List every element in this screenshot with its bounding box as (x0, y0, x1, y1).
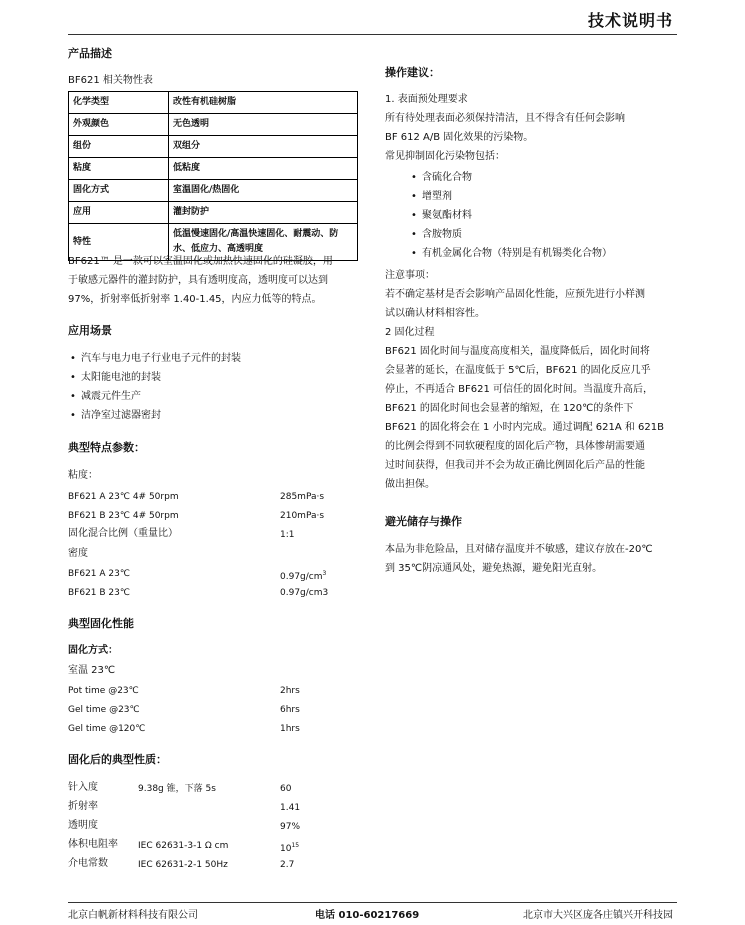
product-description (68, 252, 368, 309)
list-item: • 汽车与电力电子行业电子元件的封装 (70, 349, 241, 368)
dens-a-value (280, 567, 326, 584)
text-line: 停止，不再适合 BF621 可信任的固化时间。当温度升高后， (385, 384, 654, 395)
table-key: 应用 (69, 202, 169, 224)
typical-params-heading: 典型特点参数： (68, 441, 145, 454)
footer-divider (68, 902, 677, 903)
volume-resistivity-condition: IEC 62631-3-1 Ω cm (138, 841, 229, 851)
table-row (69, 202, 358, 224)
dielectric-constant-value: 2.7 (280, 860, 295, 870)
text-line: 过时间获得，但我司并不会为故正确比例固化后产品的性能 (385, 460, 645, 471)
curing-performance-heading: 典型固化性能 (68, 617, 134, 630)
list-item: • 含硫化合物 (411, 168, 612, 187)
table-row (69, 136, 358, 158)
visc-b-value: 210mPa·s (280, 511, 325, 521)
table-key: 化学类型 (69, 92, 169, 114)
table-value: 双组分 (169, 136, 358, 158)
text-line: BF621 固化时间与温度高度相关，温度降低后，固化时间将 (385, 346, 650, 357)
table-value: 室温固化/热固化 (169, 180, 358, 202)
pot-time-label: Pot time @23℃ (68, 686, 139, 696)
list-item: • 太阳能电池的封装 (70, 368, 241, 387)
gel-time-120-label: Gel time @120℃ (68, 724, 146, 734)
dens-a-number: 0.97g/cm (280, 572, 323, 582)
density-label: 密度 (68, 548, 88, 559)
footer-phone: 电话 010-60217669 (315, 910, 420, 921)
dielectric-constant-condition: IEC 62631-2-1 50Hz (138, 860, 228, 870)
dens-a-label: BF621 A 23℃ (68, 569, 130, 579)
gel-time-120-value: 1hrs (280, 724, 300, 734)
text-line: 若不确定基材是否会影响产品固化性能，应预先进行小样测 (385, 289, 645, 300)
volume-resistivity-label: 体积电阻率 (68, 839, 118, 850)
storage-heading: 避光储存与操作 (385, 515, 462, 528)
list-item: • 洁净室过滤器密封 (70, 406, 241, 425)
penetration-value: 60 (280, 784, 292, 794)
table-row (69, 114, 358, 136)
text-line: 注意事项： (385, 270, 435, 281)
document-title: 技术说明书 (587, 11, 673, 30)
text-line: 到 35℃阴凉通风处，避免热源，避免阳光直射。 (385, 563, 603, 574)
refractive-index-label: 折射率 (68, 801, 98, 812)
gel-time-23-label: Gel time @23℃ (68, 705, 140, 715)
mix-ratio-label: 固化混合比例（重量比） (68, 528, 178, 539)
room-temp-label: 室温 23℃ (68, 665, 116, 676)
visc-b-label: BF621 B 23℃ 4# 50rpm (68, 511, 179, 521)
dens-b-value: 0.97g/cm3 (280, 588, 329, 598)
table-value: 低粘度 (169, 158, 358, 180)
refractive-index-value: 1.41 (280, 803, 301, 813)
text-line: 常见抑制固化污染物包括： (385, 151, 505, 162)
text-line: 会显著的延长，在温度低于 5℃后，BF621 的固化反应几乎 (385, 365, 651, 376)
list-item: • 减震元件生产 (70, 387, 241, 406)
table-value: 低温慢速固化/高温快速固化、耐震动、防水、低应力、高透明度 (169, 224, 358, 261)
product-description-heading: 产品描述 (68, 47, 112, 60)
properties-table (68, 91, 358, 261)
text-line: 试以确认材料相容性。 (385, 308, 485, 319)
table-key: 组份 (69, 136, 169, 158)
cure-method-label: 固化方式： (68, 645, 118, 656)
dielectric-constant-label: 介电常数 (68, 858, 108, 869)
table-key: 外观颜色 (69, 114, 169, 136)
table-value: 无色透明 (169, 114, 358, 136)
volume-resistivity-value (280, 839, 299, 856)
footer-address: 北京市大兴区庞各庄镇兴开科技园 (523, 910, 673, 921)
table-row (69, 92, 358, 114)
table-value: 改性有机硅树脂 (169, 92, 358, 114)
application-heading: 应用场景 (68, 324, 112, 337)
vr-number: 10 (280, 844, 292, 854)
description-line: BF621™ 是一款可以室温固化或加热快速固化的硅凝胶，用 (68, 256, 333, 267)
vr-superscript: 15 (291, 842, 300, 849)
visc-a-label: BF621 A 23℃ 4# 50rpm (68, 492, 179, 502)
table-key: 粘度 (69, 158, 169, 180)
cured-properties-heading: 固化后的典型性质： (68, 753, 167, 766)
list-item: • 有机金属化合物（特别是有机锡类化合物） (411, 244, 612, 263)
text-line: BF621 的固化将会在 1 小时内完成。通过调配 621A 和 621B (385, 422, 665, 433)
contaminant-list (411, 168, 612, 263)
text-line: BF 612 A/B 固化效果的污染物。 (385, 132, 534, 143)
table-key: 固化方式 (69, 180, 169, 202)
list-item: • 增塑剂 (411, 187, 612, 206)
viscosity-label: 粘度： (68, 470, 98, 481)
table-row (69, 158, 358, 180)
gel-time-23-value: 6hrs (280, 705, 300, 715)
transparency-label: 透明度 (68, 820, 98, 831)
text-line: BF621 的固化时间也会显著的缩短，在 120℃的条件下 (385, 403, 634, 414)
curing-process-section (385, 266, 685, 494)
text-line: 所有待处理表面必须保持清洁，且不得含有任何会影响 (385, 113, 625, 124)
list-item: • 聚氨酯材料 (411, 206, 612, 225)
storage-text (385, 540, 685, 578)
text-line: 2 固化过程 (385, 327, 435, 338)
description-line: 于敏感元器件的灌封防护，具有透明度高，透明度可以达到 (68, 275, 328, 286)
text-line: 1. 表面预处理要求 (385, 94, 468, 105)
pot-time-value: 2hrs (280, 686, 300, 696)
table-value: 灌封防护 (169, 202, 358, 224)
penetration-condition: 9.38g 锥，下落 5s (138, 784, 216, 794)
dens-a-superscript: 3 (322, 570, 327, 577)
list-item: • 含胺物质 (411, 225, 612, 244)
pretreatment-section (385, 90, 685, 166)
table-row (69, 180, 358, 202)
visc-a-value: 285mPa·s (280, 492, 325, 502)
application-list (70, 349, 241, 425)
transparency-value: 97% (280, 822, 301, 832)
description-line: 97%，折射率低折射率 1.40-1.45，内应力低等的特点。 (68, 294, 322, 305)
operation-heading: 操作建议： (385, 66, 440, 79)
footer-company: 北京白帆新材料科技有限公司 (68, 910, 198, 921)
penetration-label: 针入度 (68, 782, 98, 793)
text-line: 本品为非危险品，且对储存温度并不敏感，建议存放在-20℃ (385, 544, 653, 555)
dens-b-label: BF621 B 23℃ (68, 588, 130, 598)
header-divider (68, 34, 677, 35)
mix-ratio-value: 1:1 (280, 530, 295, 540)
text-line: 做出担保。 (385, 479, 435, 490)
table-key: 特性 (69, 224, 169, 261)
text-line: 的比例会得到不同软硬程度的固化后产物，具体惨胡需要通 (385, 441, 645, 452)
table-caption: BF621 相关物性表 (68, 75, 153, 86)
